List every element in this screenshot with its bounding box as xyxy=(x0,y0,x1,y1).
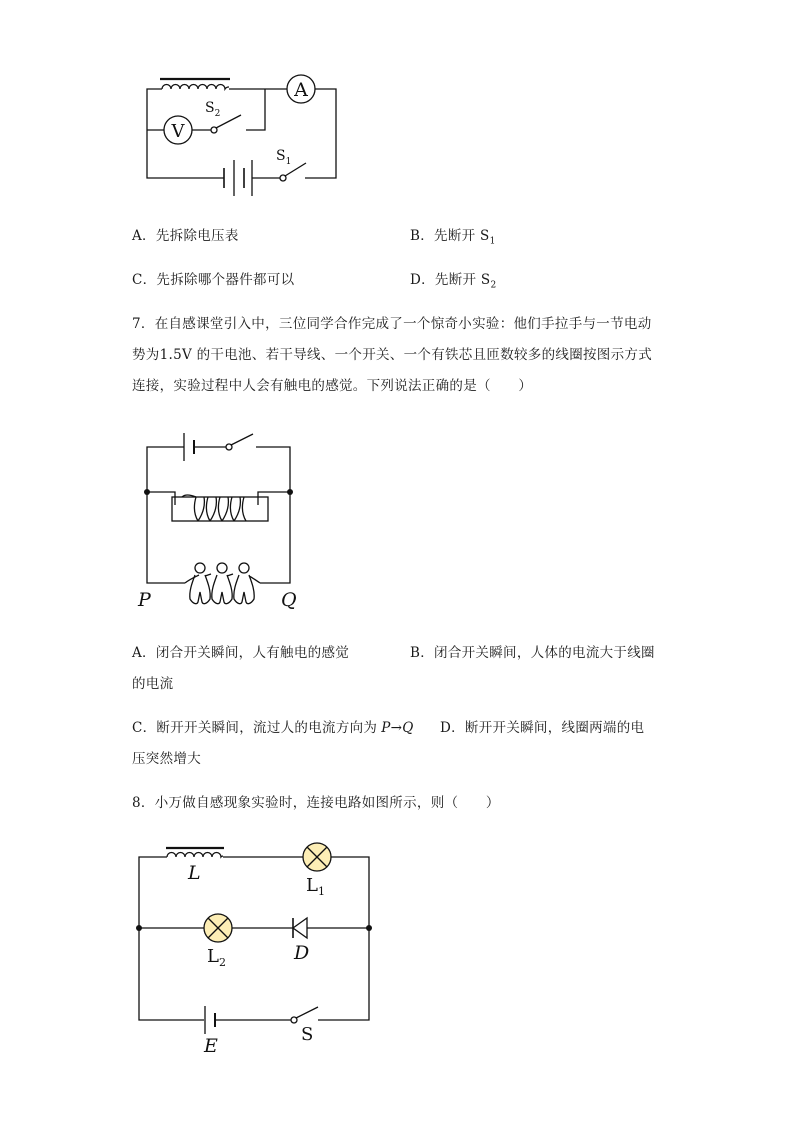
q7-stem-line2: 势为1.5V 的干电池、若干导线、一个开关、一个有铁芯且匝数较多的线圈按图示方式 xyxy=(132,347,653,363)
inductor-coil-icon xyxy=(166,848,224,857)
q7-stem-line1: 7．在自感课堂引入中，三位同学合作完成了一个惊奇小实验：他们手拉手与一节电动 xyxy=(132,316,652,332)
voltmeter-label: V xyxy=(171,121,185,142)
q7-option-b-line1: B．闭合开关瞬间，人体的电流大于线圈 xyxy=(410,645,655,661)
label-l: L xyxy=(188,862,201,884)
q7-option-b-line2: 的电流 xyxy=(132,676,174,692)
q7-option-c: C．断开开关瞬间，流过人的电流方向为 P→Q xyxy=(132,720,414,736)
q6-option-d: D．先断开 $S_2$ xyxy=(410,272,497,291)
label-p: P xyxy=(138,589,151,611)
label-q: Q xyxy=(281,589,297,611)
q8-stem: 8．小万做自感现象实验时，连接电路如图所示，则（ ） xyxy=(132,795,500,811)
s1-label: $S_1$ xyxy=(276,148,292,167)
label-e: E xyxy=(204,1035,218,1057)
q7-option-a: A．闭合开关瞬间，人有触电的感觉 xyxy=(132,645,350,661)
label-l2: $L_2$ xyxy=(207,946,226,969)
ammeter-label: A xyxy=(294,79,308,101)
switch-s-icon xyxy=(291,1007,318,1023)
battery-icon xyxy=(205,1006,215,1034)
lamp-l2-icon xyxy=(204,914,232,942)
q6-option-b: B．先断开 $S_1$ xyxy=(410,228,496,247)
label-s: S xyxy=(301,1024,314,1045)
s2-label: $S_2$ xyxy=(205,100,221,119)
diode-icon xyxy=(293,918,307,938)
q7-option-d-line1: D．断开开关瞬间，线圈两端的电 xyxy=(440,720,645,736)
q6-option-c: C．先拆除哪个器件都可以 xyxy=(132,272,295,288)
label-l1: $L_1$ xyxy=(306,875,325,898)
q7-stem-line3: 连接，实验过程中人会有触电的感觉。下列说法正确的是（ ） xyxy=(132,378,533,394)
q7-option-d-line2: 压突然增大 xyxy=(132,751,201,767)
label-d: D xyxy=(294,942,310,964)
q6-option-a: A．先拆除电压表 xyxy=(132,228,239,244)
lamp-l1-icon xyxy=(303,843,331,871)
